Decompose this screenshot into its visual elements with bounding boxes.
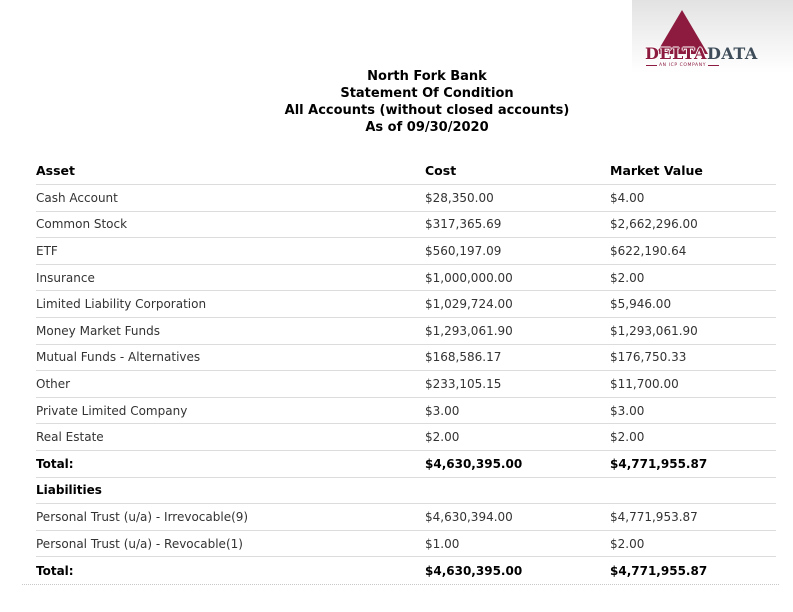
column-header-market-value: Market Value (610, 163, 703, 178)
row-cost: $1,000,000.00 (425, 270, 513, 285)
column-header-cost: Cost (425, 163, 457, 178)
delta-data-logo (632, 0, 793, 73)
row-market-value: $4,771,955.87 (610, 563, 708, 578)
row-cost: $168,586.17 (425, 350, 502, 365)
row-label: Personal Trust (u/a) - Revocable(1) (36, 536, 243, 551)
table-row (36, 504, 776, 531)
row-label: Other (36, 376, 71, 391)
row-cost: $1,293,061.90 (425, 323, 513, 338)
table-row (36, 398, 776, 425)
row-label: Mutual Funds - Alternatives (36, 350, 201, 365)
statement-table (36, 157, 776, 584)
table-row (36, 238, 776, 265)
row-cost: $317,365.69 (425, 217, 502, 232)
row-market-value: $4,771,955.87 (610, 456, 708, 471)
table-row (36, 371, 776, 398)
column-header-asset: Asset (36, 163, 76, 178)
row-market-value: $11,700.00 (610, 376, 679, 391)
table-row (36, 424, 776, 451)
row-market-value: $4.00 (610, 190, 645, 205)
logo-word-delta: DELTA (645, 44, 707, 63)
row-cost: $4,630,394.00 (425, 509, 513, 524)
row-market-value: $2.00 (610, 430, 645, 445)
logo-wordmark (645, 44, 758, 63)
row-cost: $28,350.00 (425, 190, 494, 205)
row-label: Total: (36, 456, 74, 471)
row-label: Personal Trust (u/a) - Irrevocable(9) (36, 509, 249, 524)
table-body (36, 185, 776, 584)
row-market-value: $5,946.00 (610, 297, 672, 312)
row-label: Insurance (36, 270, 95, 285)
row-cost: $2.00 (425, 430, 460, 445)
row-label: ETF (36, 243, 58, 258)
row-label: Total: (36, 563, 74, 578)
row-label: Cash Account (36, 190, 118, 205)
row-label: Money Market Funds (36, 323, 160, 338)
table-row (36, 557, 776, 584)
table-row (36, 345, 776, 372)
row-cost: $1,029,724.00 (425, 297, 513, 312)
table-row (36, 265, 776, 292)
row-cost: $3.00 (425, 403, 460, 418)
row-cost: $4,630,395.00 (425, 563, 523, 578)
row-label: Common Stock (36, 217, 128, 232)
row-market-value: $2,662,296.00 (610, 217, 698, 232)
table-row (36, 318, 776, 345)
row-label: Real Estate (36, 430, 104, 445)
report-date: As of 09/30/2020 (365, 120, 489, 135)
table-row (36, 212, 776, 239)
report-scope: All Accounts (without closed accounts) (284, 103, 570, 118)
row-cost: $233,105.15 (425, 376, 502, 391)
row-market-value: $2.00 (610, 270, 645, 285)
row-market-value: $2.00 (610, 536, 645, 551)
row-label: Private Limited Company (36, 403, 188, 418)
table-row (36, 291, 776, 318)
row-market-value: $3.00 (610, 403, 645, 418)
row-market-value: $1,293,061.90 (610, 323, 698, 338)
logo-inner (632, 0, 793, 73)
row-label: Limited Liability Corporation (36, 297, 207, 312)
logo-tagline (646, 63, 719, 68)
row-label: Liabilities (36, 483, 102, 498)
row-market-value: $176,750.33 (610, 350, 687, 365)
row-market-value: $622,190.64 (610, 243, 687, 258)
table-row (36, 478, 776, 505)
logo-word-data: DATA (706, 44, 758, 63)
table-row (36, 531, 776, 558)
table-row (36, 185, 776, 212)
report-end-divider (22, 584, 779, 585)
row-cost: $4,630,395.00 (425, 456, 523, 471)
report-bank-name: North Fork Bank (367, 69, 487, 84)
row-market-value: $4,771,953.87 (610, 509, 698, 524)
table-header-row (36, 157, 776, 185)
table-row (36, 451, 776, 478)
logo-tagline-text: AN ICP COMPANY (658, 63, 707, 68)
row-cost: $560,197.09 (425, 243, 502, 258)
row-cost: $1.00 (425, 536, 460, 551)
report-title: Statement Of Condition (340, 86, 514, 101)
